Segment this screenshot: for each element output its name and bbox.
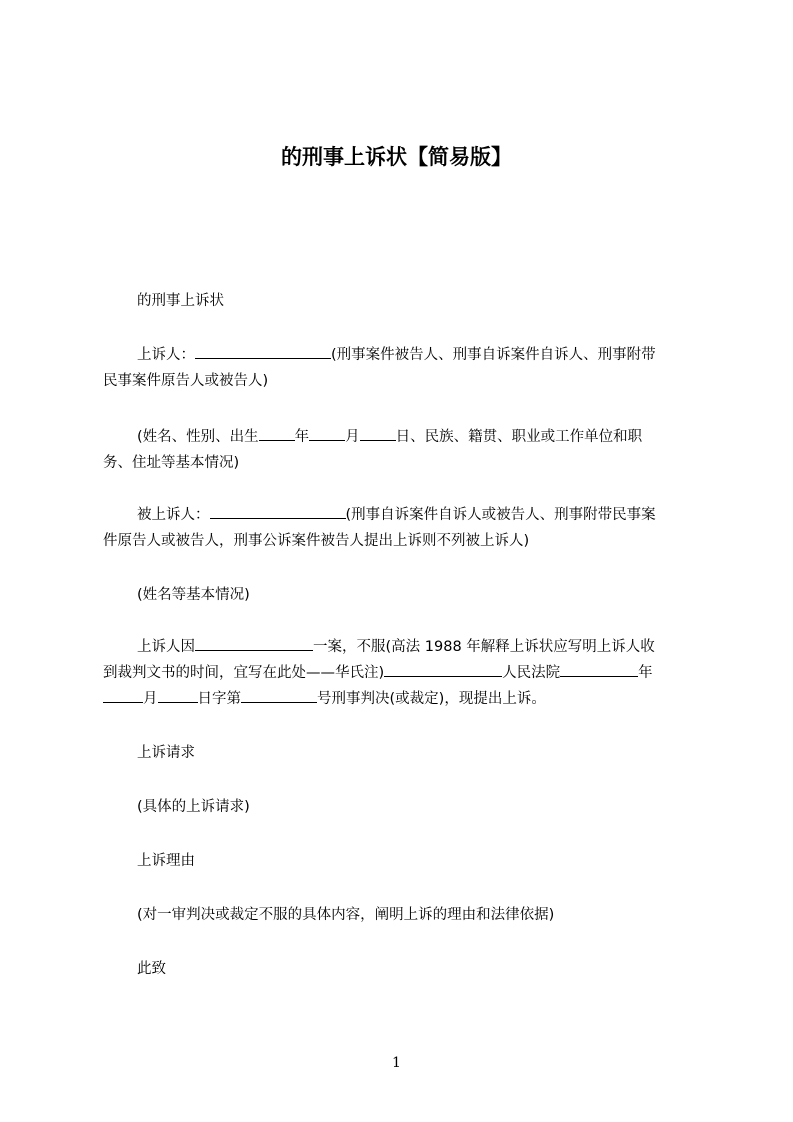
reason-detail-paragraph — [103, 902, 732, 928]
request-heading: 上诉请求 — [137, 745, 195, 761]
appellee-line-1 — [103, 502, 698, 528]
appellee-label: 被上诉人： — [137, 507, 210, 523]
cause-line-3 — [103, 686, 698, 712]
appellant-line-1 — [103, 342, 698, 368]
appellee-info-text: (姓名等基本情况) — [137, 587, 250, 603]
reason-detail: (对一审判决或裁定不服的具体内容，阐明上诉的理由和法律依据) — [137, 907, 555, 923]
judgment-number-blank — [241, 687, 317, 703]
appellant-note-1: (刑事案件被告人、刑事自诉案件自诉人、刑事附带 — [331, 347, 656, 363]
appellant-name-blank — [195, 343, 331, 359]
appellee-paragraph — [103, 502, 698, 554]
request-detail-paragraph — [103, 794, 732, 820]
judgment-year-blank — [560, 661, 638, 677]
cause-line-3-part-3: 号刑事判决(或裁定)，现提出上诉。 — [317, 691, 546, 707]
cause-paragraph — [103, 634, 698, 712]
cause-line-1 — [103, 634, 698, 660]
birth-year-blank — [259, 425, 295, 441]
cause-line-3-part-2: 日字第 — [197, 691, 241, 707]
cause-line-2-part-3: 年 — [638, 665, 653, 681]
appellee-note-1: (刑事自诉案件自诉人或被告人、刑事附带民事案 — [345, 507, 656, 523]
heading-paragraph — [103, 288, 732, 314]
appellant-note-2: 民事案件原告人或被告人) — [103, 373, 269, 389]
appellant-info-part-2: 日、民族、籍贯、职业或工作单位和职 — [395, 429, 643, 445]
closing-paragraph — [103, 956, 732, 982]
cause-part-2: 一案，不服(高法 1988 年解释上诉状应写明上诉人收 — [313, 639, 655, 655]
judgment-month-blank — [103, 687, 143, 703]
document-title: 的刑事上诉状【简易版】 — [281, 145, 512, 169]
heading-text: 的刑事上诉状 — [137, 293, 224, 309]
birth-month-blank — [309, 425, 345, 441]
page-number: 1 — [392, 1055, 401, 1071]
request-heading-paragraph — [103, 740, 732, 766]
appellant-info-line-1 — [103, 424, 698, 450]
birth-day-blank — [360, 425, 396, 441]
appellee-note-2: 件原告人或被告人，刑事公诉案件被告人提出上诉则不列被上诉人) — [103, 533, 530, 549]
cause-line-2 — [103, 660, 698, 686]
cause-line-2-part-1: 到裁判文书的时间，宜写在此处——华氏注) — [103, 665, 385, 681]
cause-line-3-part-1: 月 — [143, 691, 158, 707]
appellee-info-paragraph — [103, 582, 732, 608]
request-detail: (具体的上诉请求) — [137, 799, 250, 815]
appellant-paragraph — [103, 342, 698, 394]
month-label: 月 — [345, 429, 360, 445]
case-name-blank — [195, 635, 313, 651]
appellant-info-line-2: 务、住址等基本情况) — [103, 455, 240, 471]
cause-line-2-part-2: 人民法院 — [502, 665, 561, 681]
appellant-label: 上诉人： — [137, 347, 195, 363]
appellant-info-paragraph — [103, 424, 698, 476]
reason-heading: 上诉理由 — [137, 853, 195, 869]
judgment-day-blank — [158, 687, 198, 703]
reason-heading-paragraph — [103, 848, 732, 874]
appellee-name-blank — [210, 503, 346, 519]
appellant-info-part-1: (姓名、性别、出生 — [137, 429, 259, 445]
cause-part-1: 上诉人因 — [137, 639, 195, 655]
closing-text: 此致 — [137, 961, 166, 977]
court-name-blank — [384, 661, 502, 677]
year-label: 年 — [294, 429, 310, 445]
